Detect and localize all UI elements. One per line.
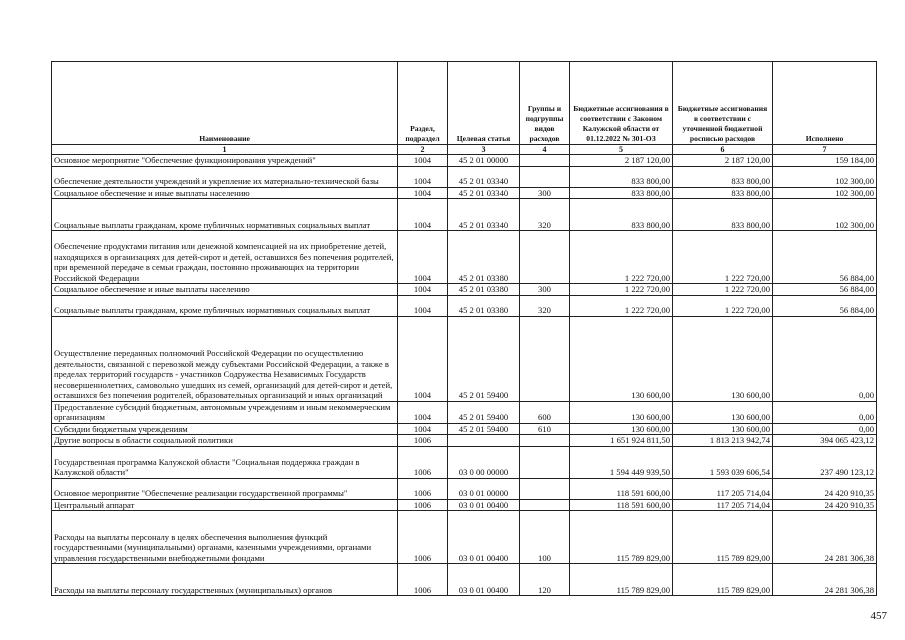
row-section: 1004 xyxy=(398,231,448,284)
row-section: 1004 xyxy=(398,295,448,316)
table-row xyxy=(52,446,877,478)
row-law-amount: 833 800,00 xyxy=(570,166,673,187)
row-section: 1004 xyxy=(398,401,448,423)
row-name: Обеспечение деятельности учреждений и укрепление их материально-технической базы xyxy=(52,166,398,187)
header-expense-groups: Группы и подгруппы видов расходов xyxy=(520,62,570,145)
row-expense-group: 610 xyxy=(520,423,570,435)
row-name: Другие вопросы в области социальной политики xyxy=(52,435,398,447)
row-expense-group xyxy=(520,478,570,499)
row-section: 1006 xyxy=(398,478,448,499)
header-target-article: Целевая статья xyxy=(448,62,520,145)
column-number: 6 xyxy=(673,145,773,155)
row-name: Обеспечение продуктами питания или денежной компенсацией на их приобретение детей, находящихся в организациях для детей-сирот и детей, оставшихся без попечения родителей, при временной передаче в семьи граждан, постоянно проживающих на территории Российской Федерации xyxy=(52,231,398,284)
row-refined-amount: 115 789 829,00 xyxy=(673,564,773,596)
row-expense-group xyxy=(520,166,570,187)
row-refined-amount: 1 222 720,00 xyxy=(673,231,773,284)
table-row xyxy=(52,401,877,423)
row-refined-amount: 1 813 213 942,74 xyxy=(673,435,773,447)
header-refined-allocations: Бюджетные ассигнования в соответствии с уточненной бюджетной росписью расходов xyxy=(673,62,773,145)
row-refined-amount: 117 205 714,04 xyxy=(673,499,773,511)
row-refined-amount: 2 187 120,00 xyxy=(673,155,773,167)
row-law-amount: 1 222 720,00 xyxy=(570,284,673,296)
header-law-allocations: Бюджетные ассигнования в соответствии с Законом Калужской области от 01.12.2022 № 301-ОЗ xyxy=(570,62,673,145)
column-number: 1 xyxy=(52,145,398,155)
row-executed-amount: 56 884,00 xyxy=(773,231,877,284)
row-expense-group: 300 xyxy=(520,187,570,199)
row-expense-group: 600 xyxy=(520,401,570,423)
row-law-amount: 1 651 924 811,50 xyxy=(570,435,673,447)
row-refined-amount: 130 600,00 xyxy=(673,401,773,423)
row-section: 1004 xyxy=(398,199,448,231)
row-target-article: 03 0 00 00000 xyxy=(448,446,520,478)
row-executed-amount: 56 884,00 xyxy=(773,295,877,316)
row-executed-amount: 102 300,00 xyxy=(773,187,877,199)
header-section: Раздел, подраздел xyxy=(398,62,448,145)
table-row xyxy=(52,511,877,564)
row-law-amount: 118 591 600,00 xyxy=(570,499,673,511)
row-executed-amount: 0,00 xyxy=(773,316,877,401)
header-executed: Исполнено xyxy=(773,62,877,145)
row-refined-amount: 1 222 720,00 xyxy=(673,295,773,316)
budget-table xyxy=(51,61,877,596)
row-section: 1004 xyxy=(398,187,448,199)
row-target-article: 45 2 01 03340 xyxy=(448,166,520,187)
row-target-article: 45 2 01 00000 xyxy=(448,155,520,167)
table-row xyxy=(52,435,877,447)
row-executed-amount: 237 490 123,12 xyxy=(773,446,877,478)
row-target-article: 03 0 01 00000 xyxy=(448,478,520,499)
row-name: Расходы на выплаты персоналу государственных (муниципальных) органов xyxy=(52,564,398,596)
row-name: Социальные выплаты гражданам, кроме публичных нормативных социальных выплат xyxy=(52,295,398,316)
row-name: Основное мероприятие "Обеспечение функционирования учреждений" xyxy=(52,155,398,167)
page-number: 457 xyxy=(870,610,887,622)
row-target-article xyxy=(448,435,520,447)
row-target-article: 45 2 01 03380 xyxy=(448,284,520,296)
row-expense-group xyxy=(520,446,570,478)
row-section: 1004 xyxy=(398,423,448,435)
table-row xyxy=(52,564,877,596)
row-refined-amount: 130 600,00 xyxy=(673,316,773,401)
row-target-article: 45 2 01 03380 xyxy=(448,231,520,284)
table-row xyxy=(52,295,877,316)
row-law-amount: 833 800,00 xyxy=(570,199,673,231)
table-row xyxy=(52,187,877,199)
row-section: 1006 xyxy=(398,564,448,596)
row-executed-amount: 56 884,00 xyxy=(773,284,877,296)
row-refined-amount: 117 205 714,04 xyxy=(673,478,773,499)
row-refined-amount: 833 800,00 xyxy=(673,187,773,199)
column-number: 7 xyxy=(773,145,877,155)
row-section: 1004 xyxy=(398,166,448,187)
row-target-article: 45 2 01 03380 xyxy=(448,295,520,316)
row-expense-group: 300 xyxy=(520,284,570,296)
row-refined-amount: 130 600,00 xyxy=(673,423,773,435)
row-expense-group: 320 xyxy=(520,199,570,231)
row-executed-amount: 102 300,00 xyxy=(773,199,877,231)
row-expense-group xyxy=(520,316,570,401)
row-target-article: 45 2 01 03340 xyxy=(448,187,520,199)
row-name: Предоставление субсидий бюджетным, автономным учреждениям и иным некоммерческим организациям xyxy=(52,401,398,423)
table-row xyxy=(52,166,877,187)
row-target-article: 45 2 01 59400 xyxy=(448,401,520,423)
row-law-amount: 2 187 120,00 xyxy=(570,155,673,167)
row-refined-amount: 1 593 039 606,54 xyxy=(673,446,773,478)
row-law-amount: 1 222 720,00 xyxy=(570,231,673,284)
row-name: Социальные выплаты гражданам, кроме публичных нормативных социальных выплат xyxy=(52,199,398,231)
row-expense-group xyxy=(520,155,570,167)
row-name: Основное мероприятие "Обеспечение реализации государственной программы" xyxy=(52,478,398,499)
row-law-amount: 130 600,00 xyxy=(570,401,673,423)
row-section: 1004 xyxy=(398,316,448,401)
table-row xyxy=(52,284,877,296)
row-executed-amount: 159 184,00 xyxy=(773,155,877,167)
column-number: 5 xyxy=(570,145,673,155)
row-name: Центральный аппарат xyxy=(52,499,398,511)
row-expense-group: 320 xyxy=(520,295,570,316)
row-expense-group xyxy=(520,435,570,447)
row-executed-amount: 394 065 423,12 xyxy=(773,435,877,447)
row-section: 1006 xyxy=(398,499,448,511)
table-row xyxy=(52,316,877,401)
row-law-amount: 130 600,00 xyxy=(570,423,673,435)
row-target-article: 03 0 01 00400 xyxy=(448,511,520,564)
row-name: Расходы на выплаты персоналу в целях обеспечения выполнения функций государственными (муниципальными) органами, казенными учреждениями, органами управления государственными внебюджетными фондами xyxy=(52,511,398,564)
row-expense-group xyxy=(520,231,570,284)
column-number: 3 xyxy=(448,145,520,155)
row-law-amount: 833 800,00 xyxy=(570,187,673,199)
table-row xyxy=(52,478,877,499)
row-law-amount: 1 594 449 939,50 xyxy=(570,446,673,478)
row-name: Социальное обеспечение и иные выплаты населению xyxy=(52,187,398,199)
row-refined-amount: 833 800,00 xyxy=(673,199,773,231)
column-number: 2 xyxy=(398,145,448,155)
table-row xyxy=(52,231,877,284)
row-law-amount: 1 222 720,00 xyxy=(570,295,673,316)
row-target-article: 03 0 01 00400 xyxy=(448,564,520,596)
row-expense-group: 120 xyxy=(520,564,570,596)
row-target-article: 45 2 01 03340 xyxy=(448,199,520,231)
row-name: Осуществление переданных полномочий Российской Федерации по осуществлению деятельности, связанной с перевозкой между субъектами Российской Федерации, а также в пределах территорий государств - участников Содружества Независимых Государств несовершеннолетних, самовольно ушедших из семей, организаций для детей-сирот и детей, оставшихся без попечения родителей, образовательных организаций и иных организаций xyxy=(52,316,398,401)
row-target-article: 45 2 01 59400 xyxy=(448,316,520,401)
row-executed-amount: 0,00 xyxy=(773,423,877,435)
row-name: Субсидии бюджетным учреждениям xyxy=(52,423,398,435)
row-section: 1006 xyxy=(398,435,448,447)
row-executed-amount: 24 281 306,38 xyxy=(773,511,877,564)
row-target-article: 03 0 01 00400 xyxy=(448,499,520,511)
row-executed-amount: 24 281 306,38 xyxy=(773,564,877,596)
row-name: Социальное обеспечение и иные выплаты населению xyxy=(52,284,398,296)
row-law-amount: 118 591 600,00 xyxy=(570,478,673,499)
table-row xyxy=(52,499,877,511)
row-law-amount: 115 789 829,00 xyxy=(570,511,673,564)
table-row xyxy=(52,155,877,167)
row-expense-group xyxy=(520,499,570,511)
header-name: Наименование xyxy=(52,62,398,145)
row-expense-group: 100 xyxy=(520,511,570,564)
row-section: 1006 xyxy=(398,446,448,478)
row-law-amount: 115 789 829,00 xyxy=(570,564,673,596)
row-refined-amount: 1 222 720,00 xyxy=(673,284,773,296)
header-row xyxy=(52,62,877,145)
row-section: 1004 xyxy=(398,155,448,167)
row-executed-amount: 102 300,00 xyxy=(773,166,877,187)
row-target-article: 45 2 01 59400 xyxy=(448,423,520,435)
row-executed-amount: 24 420 910,35 xyxy=(773,499,877,511)
row-executed-amount: 0,00 xyxy=(773,401,877,423)
column-number: 4 xyxy=(520,145,570,155)
row-executed-amount: 24 420 910,35 xyxy=(773,478,877,499)
table-body xyxy=(52,155,877,596)
row-section: 1004 xyxy=(398,284,448,296)
table-row xyxy=(52,199,877,231)
table-row xyxy=(52,423,877,435)
row-refined-amount: 833 800,00 xyxy=(673,166,773,187)
column-number-row xyxy=(52,145,877,155)
row-law-amount: 130 600,00 xyxy=(570,316,673,401)
row-refined-amount: 115 789 829,00 xyxy=(673,511,773,564)
row-name: Государственная программа Калужской области "Социальная поддержка граждан в Калужской области" xyxy=(52,446,398,478)
row-section: 1006 xyxy=(398,511,448,564)
